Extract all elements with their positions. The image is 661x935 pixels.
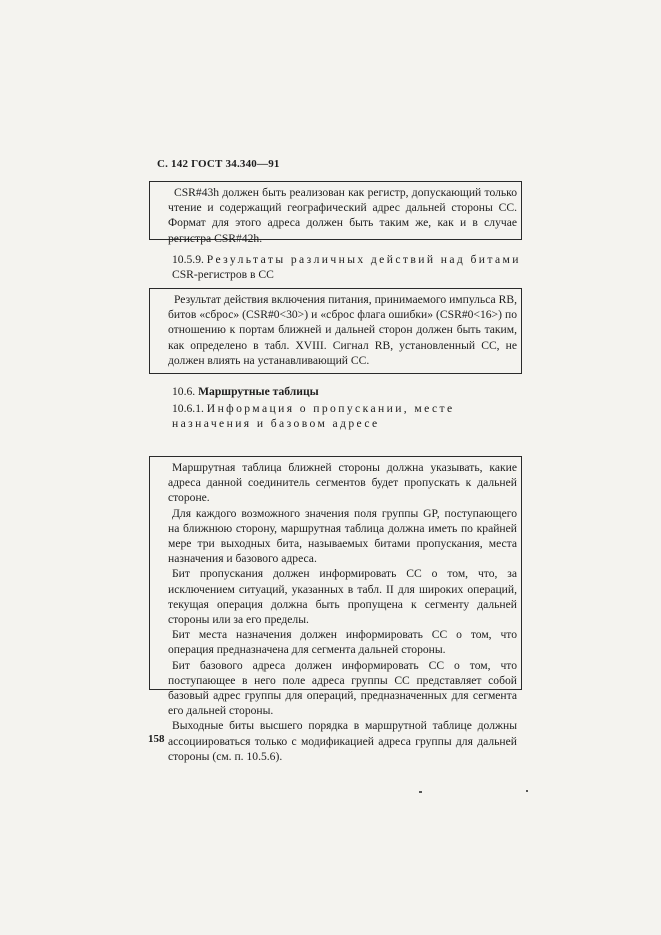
routing-paragraph: Для каждого возможного значения поля группы GP, поступающего на ближнюю сторону, маршрутная таблица должна иметь по крайней мере три выходных бита, называемых битами пропускания, места назначения и базового адреса. <box>168 506 517 566</box>
csr43h-text: CSR#43h должен быть реализован как регистр, допускающий только чтение и содержащий географический адрес дальней стороны СС. Формат для этого адреса должен быть таким же, как и в случае регистра CSR#42h. <box>168 186 517 245</box>
page-header: С. 142 ГОСТ 34.340—91 <box>157 158 280 170</box>
section-title-rest: CSR-регистров в СС <box>172 268 274 281</box>
routing-paragraph: Выходные биты высшего порядка в маршрутной таблице должны ассоциироваться только с модификацией адреса группы для дальней стороны (см. п. 10.5.6). <box>168 719 517 763</box>
section-title-spaced: Результаты различных действий над битами <box>206 253 521 266</box>
routing-paragraph: Маршрутная таблица ближней стороны должна указывать, какие адреса данной соединитель сегментов будет пропускать к дальней стороне. <box>168 461 517 505</box>
page-number: 158 <box>148 733 165 745</box>
section-title: Маршрутные таблицы <box>198 385 319 398</box>
section-number: 10.6. <box>172 385 196 398</box>
scan-speck <box>419 791 422 793</box>
section-10-5-9-heading <box>172 252 522 282</box>
section-title-spaced: Информация о пропускании, месте назначения и базовом адресе <box>172 402 455 430</box>
section-number: 10.5.9. <box>172 253 204 266</box>
section-10-6-1-heading <box>172 401 522 431</box>
section-number: 10.6.1. <box>172 402 204 415</box>
section-10-6-heading <box>172 384 522 399</box>
reset-results-text: Результат действия включения питания, принимаемого импульса RB, битов «сброс» (CSR#0<30>) и «сброс флага ошибки» (CSR#0<16>) по отношению к портам ближней и дальней сторон должен быть таким, как определено в табл. XVIII. Сигнал RB, установленный СС, не должен влиять на устанавливающий СС. <box>168 293 517 367</box>
routing-paragraph: Бит пропускания должен информировать СС о том, что, за исключением ситуаций, указанных в табл. II для широких операций, текущая операция должна быть пропущена к сегменту дальней стороны или за его пределы. <box>168 567 517 627</box>
routing-paragraph: Бит базового адреса должен информировать СС о том, что поступающее в него поле адреса группы СС представляет собой базовый адрес группы для операций, предназначенных для сегмента его дальней стороны. <box>168 658 517 718</box>
scan-speck <box>526 790 528 792</box>
routing-paragraph: Бит места назначения должен информировать СС о том, что операция предназначена для сегмента дальней стороны. <box>168 628 517 657</box>
reset-results-box <box>149 288 522 374</box>
csr43h-box <box>149 181 522 245</box>
